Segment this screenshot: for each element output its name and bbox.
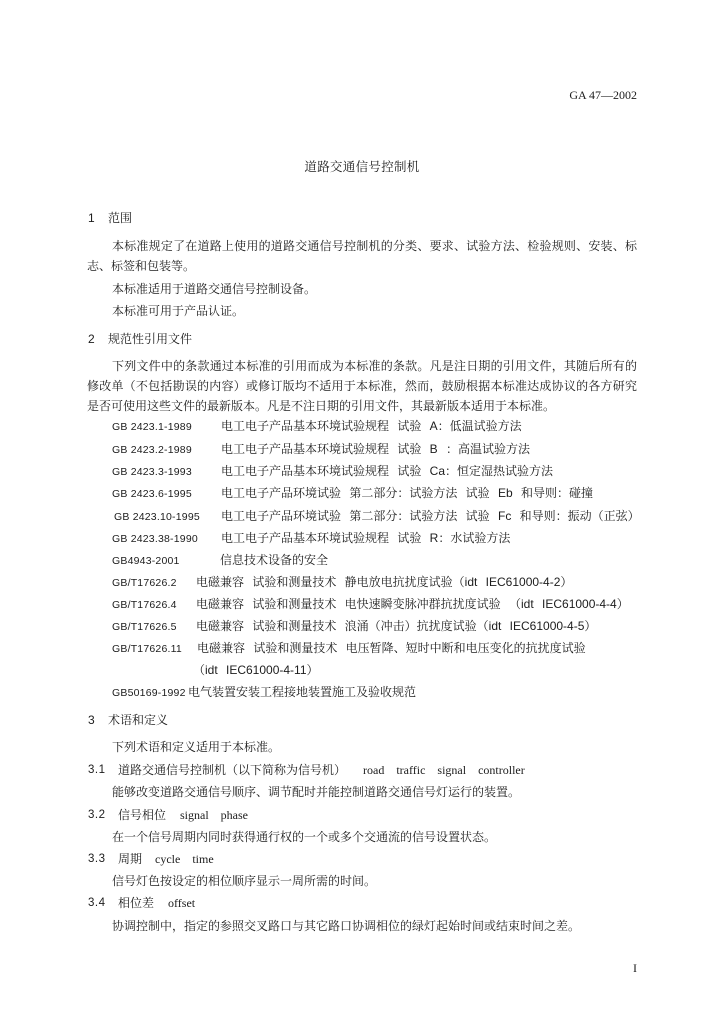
section-number: 1 bbox=[88, 211, 95, 225]
reference-code: GB4943-2001 bbox=[112, 555, 180, 567]
reference-code: GB 2423.1-1989 bbox=[112, 421, 192, 433]
term-definition: 信号灯色按设定的相位顺序显示一周所需的时间。 bbox=[112, 874, 377, 888]
term-number: 3.3 bbox=[88, 853, 106, 865]
section-number: 2 bbox=[88, 332, 95, 346]
term-english: cycle time bbox=[155, 852, 214, 866]
reference-code: GB50169-1992 bbox=[112, 687, 186, 699]
term-chinese: 道路交通信号控制机（以下简称为信号机） bbox=[118, 763, 347, 777]
reference-code: GB 2423.2-1989 bbox=[112, 444, 192, 456]
reference-code: GB/T17626.4 bbox=[112, 599, 177, 611]
term-number: 3.2 bbox=[88, 809, 106, 821]
reference-title: 电磁兼容 试验和测量技术 电压暂降、短时中断和电压变化的抗扰度试验 bbox=[197, 641, 586, 655]
section-heading: 规范性引用文件 bbox=[108, 332, 193, 346]
paragraph-line: 修改单（不包括勘误的内容）或修订版均不适用于本标准，然而，鼓励根据本标准达成协议的各方研究 bbox=[87, 379, 637, 393]
section-heading: 范围 bbox=[108, 211, 133, 225]
reference-title: 电磁兼容 试验和测量技术 电快速瞬变脉冲群抗扰度试验 （idt IEC61000-4-4） bbox=[196, 597, 629, 611]
term-english: offset bbox=[168, 896, 196, 910]
paragraph: 下列术语和定义适用于本标准。 bbox=[112, 740, 281, 754]
term-english: signal phase bbox=[180, 808, 248, 822]
reference-title: 电磁兼容 试验和测量技术 静电放电抗扰度试验（idt IEC61000-4-2） bbox=[196, 575, 573, 589]
term-definition: 能够改变道路交通信号顺序、调节配时并能控制道路交通信号灯运行的装置。 bbox=[112, 785, 521, 799]
reference-code: GB 2423.10-1995 bbox=[114, 511, 200, 523]
reference-title: 电工电子产品基本环境试验规程 试验 B ：高温试验方法 bbox=[221, 442, 531, 456]
term-chinese: 相位差 bbox=[118, 896, 155, 910]
term-definition: 协调控制中，指定的参照交叉路口与其它路口协调相位的绿灯起始时间或结束时间之差。 bbox=[112, 919, 581, 933]
section-heading: 术语和定义 bbox=[108, 713, 169, 727]
reference-code: GB/T17626.2 bbox=[112, 577, 177, 589]
reference-title: 电气装置安装工程接地装置施工及验收规范 bbox=[188, 685, 417, 699]
reference-title: 电工电子产品基本环境试验规程 试验 Ca：恒定湿热试验方法 bbox=[221, 464, 554, 478]
paragraph: 本标准可用于产品认证。 bbox=[112, 304, 245, 318]
term-chinese: 周期 bbox=[118, 852, 143, 866]
reference-title: 电磁兼容 试验和测量技术 浪涌（冲击）抗扰度试验（idt IEC61000-4-5） bbox=[196, 619, 597, 633]
reference-title: 电工电子产品环境试验 第二部分：试验方法 试验 Eb 和导则：碰撞 bbox=[221, 486, 594, 500]
reference-code: GB 2423.6-1995 bbox=[112, 488, 192, 500]
term-chinese: 信号相位 bbox=[118, 808, 167, 822]
reference-code: GB/T17626.11 bbox=[112, 643, 182, 655]
reference-code: GB 2423.38-1990 bbox=[112, 533, 198, 545]
paragraph-line: 志、标签和包装等。 bbox=[87, 259, 196, 273]
paragraph-line: 是否可使用这些文件的最新版本。凡是不注日期的引用文件，其最新版本适用于本标准。 bbox=[87, 399, 556, 413]
reference-title: 电工电子产品环境试验 第二部分：试验方法 试验 Fc 和导则：振动（正弦） bbox=[221, 509, 640, 523]
term-number: 3.4 bbox=[88, 897, 106, 909]
term-number: 3.1 bbox=[88, 764, 106, 776]
page-number: I bbox=[633, 961, 637, 975]
paragraph: 本标准适用于道路交通信号控制设备。 bbox=[112, 282, 317, 296]
reference-title: 信息技术设备的安全 bbox=[220, 553, 329, 567]
document-title: 道路交通信号控制机 bbox=[304, 160, 420, 174]
reference-title-continuation: （idt IEC61000-4-11） bbox=[193, 663, 319, 677]
reference-title: 电工电子产品基本环境试验规程 试验 A：低温试验方法 bbox=[221, 419, 522, 433]
paragraph-line: 下列文件中的条款通过本标准的引用而成为本标准的条款。凡是注日期的引用文件，其随后所有的 bbox=[112, 359, 637, 373]
document-code: GA 47—2002 bbox=[569, 88, 637, 102]
reference-title: 电工电子产品基本环境试验规程 试验 R：水试验方法 bbox=[221, 531, 511, 545]
reference-code: GB/T17626.5 bbox=[112, 621, 177, 633]
reference-code: GB 2423.3-1993 bbox=[112, 466, 192, 478]
term-definition: 在一个信号周期内同时获得通行权的一个或多个交通流的信号设置状态。 bbox=[112, 830, 497, 844]
term-english: road traffic signal controller bbox=[363, 763, 525, 777]
section-number: 3 bbox=[88, 713, 95, 727]
paragraph-line: 本标准规定了在道路上使用的道路交通信号控制机的分类、要求、试验方法、检验规则、安装、标 bbox=[112, 239, 637, 253]
